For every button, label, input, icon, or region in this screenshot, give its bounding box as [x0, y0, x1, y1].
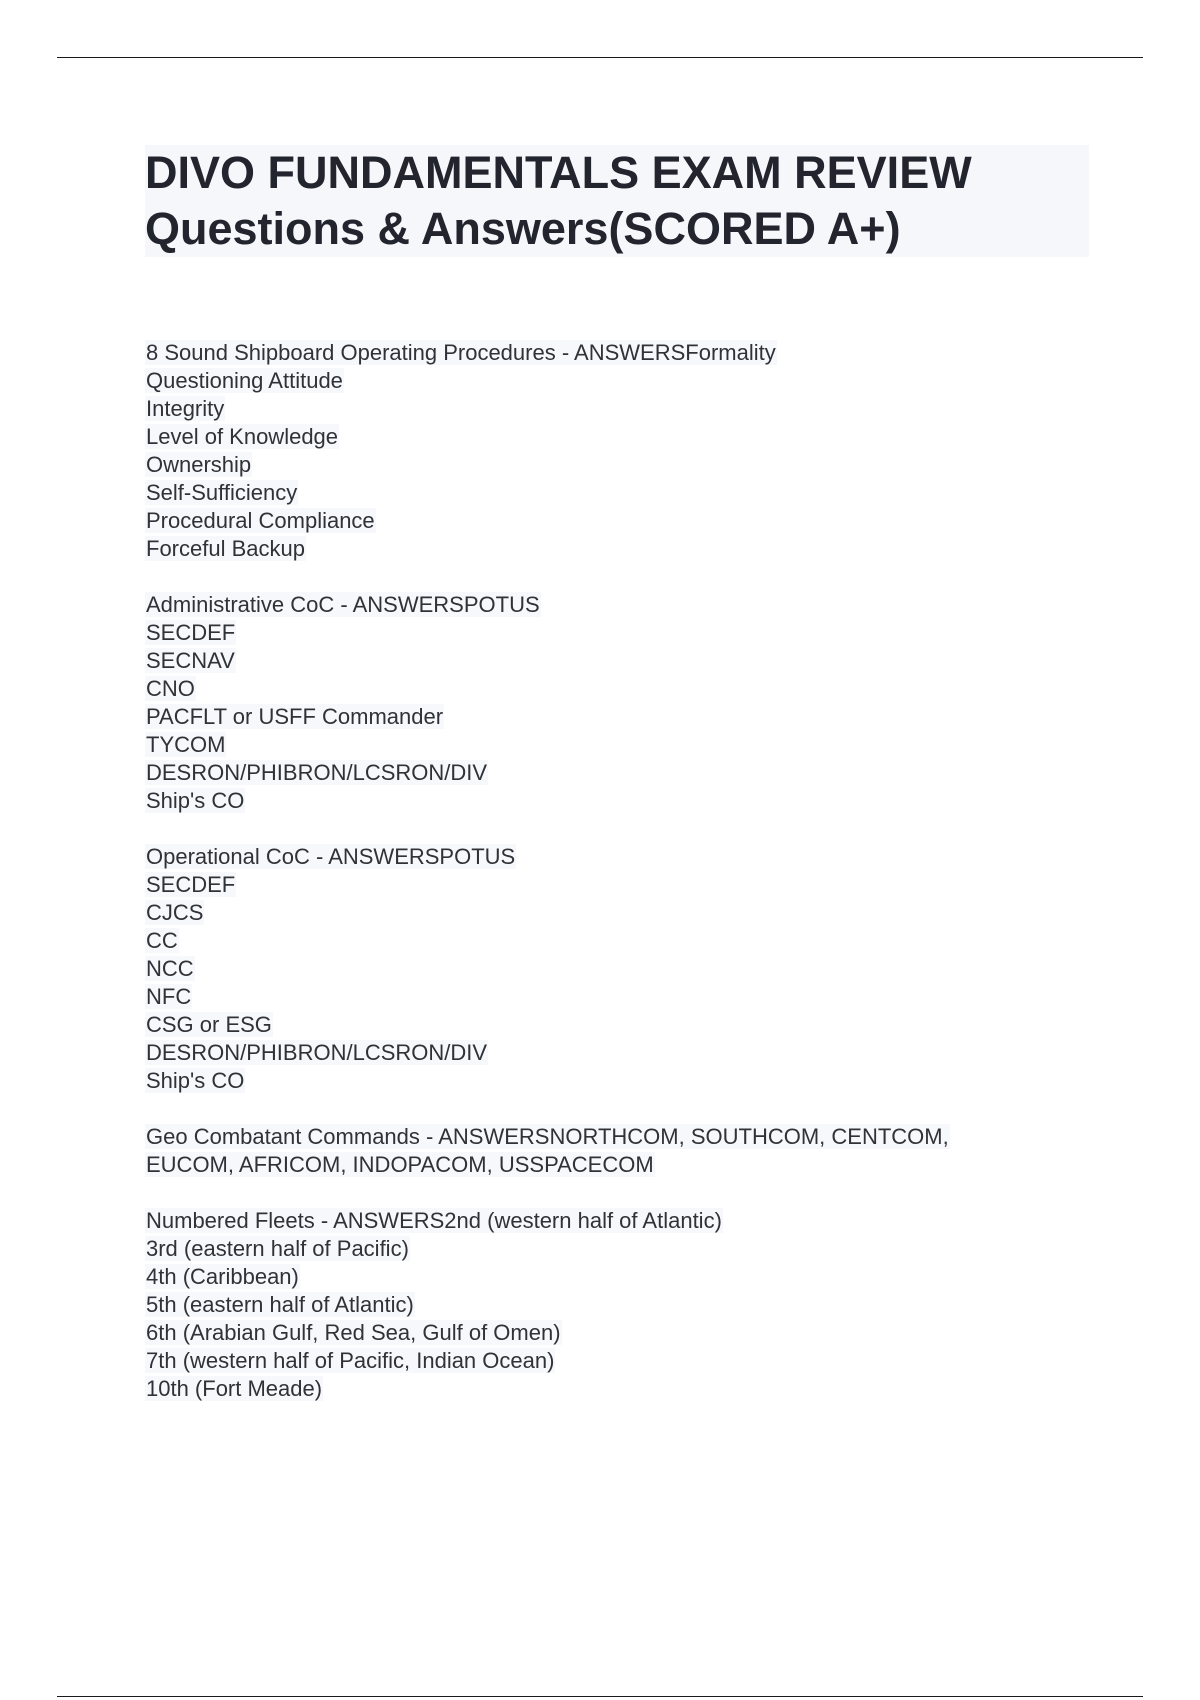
qa-line-text: Operational CoC - ANSWERSPOTUS	[146, 844, 516, 869]
qa-line-text: Geo Combatant Commands - ANSWERSNORTHCOM, SOUTHCOM, CENTCOM,	[146, 1124, 949, 1149]
qa-line	[145, 759, 1105, 787]
qa-line-text: Ownership	[146, 452, 252, 477]
qa-line	[145, 395, 1105, 423]
qa-line-text: Integrity	[146, 396, 225, 421]
bottom-divider	[57, 1696, 1143, 1697]
qa-line	[145, 1067, 1105, 1095]
qa-line-text: DESRON/PHIBRON/LCSRON/DIV	[146, 1040, 488, 1065]
qa-line	[145, 619, 1105, 647]
qa-line	[145, 451, 1105, 479]
qa-line	[145, 1319, 1105, 1347]
qa-line	[145, 591, 1105, 619]
qa-line-text: 5th (eastern half of Atlantic)	[146, 1292, 414, 1317]
qa-line-text: Questioning Attitude	[146, 368, 343, 393]
qa-line-text: Ship's CO	[146, 788, 245, 813]
qa-geo-combatant-commands	[145, 1123, 1105, 1179]
qa-numbered-fleets	[145, 1207, 1105, 1403]
qa-line-text: Numbered Fleets - ANSWERS2nd (western half of Atlantic)	[146, 1208, 722, 1233]
qa-line-text: Procedural Compliance	[146, 508, 375, 533]
qa-line-text: Administrative CoC - ANSWERSPOTUS	[146, 592, 540, 617]
qa-line	[145, 1235, 1105, 1263]
qa-line	[145, 339, 1105, 367]
qa-line-text: DESRON/PHIBRON/LCSRON/DIV	[146, 760, 488, 785]
qa-line-text: CC	[146, 928, 178, 953]
qa-line-text: Ship's CO	[146, 1068, 245, 1093]
qa-line	[145, 1291, 1105, 1319]
qa-line	[145, 367, 1105, 395]
qa-line	[145, 983, 1105, 1011]
qa-administrative-coc	[145, 591, 1105, 815]
qa-line-text: Forceful Backup	[146, 536, 305, 561]
qa-line-text: CNO	[146, 676, 195, 701]
qa-line	[145, 703, 1105, 731]
title-line-2: Questions & Answers(SCORED A+)	[145, 203, 901, 254]
qa-line-text: NFC	[146, 984, 192, 1009]
qa-line-text: SECDEF	[146, 872, 236, 897]
qa-line	[145, 1151, 1105, 1179]
qa-line-text: CSG or ESG	[146, 1012, 272, 1037]
qa-line-text: EUCOM, AFRICOM, INDOPACOM, USSPACECOM	[146, 1152, 654, 1177]
qa-line-text: PACFLT or USFF Commander	[146, 704, 444, 729]
qa-line	[145, 955, 1105, 983]
qa-line	[145, 843, 1105, 871]
qa-line	[145, 675, 1105, 703]
qa-sound-shipboard-procedures	[145, 339, 1105, 563]
qa-line-text: Level of Knowledge	[146, 424, 339, 449]
qa-line	[145, 423, 1105, 451]
qa-line	[145, 1263, 1105, 1291]
qa-line-text: CJCS	[146, 900, 204, 925]
qa-line-text: SECDEF	[146, 620, 236, 645]
qa-line-text: NCC	[146, 956, 194, 981]
document-body	[145, 339, 1105, 1431]
qa-line	[145, 927, 1105, 955]
qa-line	[145, 1375, 1105, 1403]
qa-line	[145, 871, 1105, 899]
qa-line-text: TYCOM	[146, 732, 226, 757]
qa-line	[145, 1347, 1105, 1375]
qa-line	[145, 899, 1105, 927]
qa-operational-coc	[145, 843, 1105, 1095]
qa-line	[145, 731, 1105, 759]
qa-line-text: SECNAV	[146, 648, 235, 673]
qa-line	[145, 787, 1105, 815]
qa-line-text: 10th (Fort Meade)	[146, 1376, 323, 1401]
qa-line	[145, 1123, 1105, 1151]
qa-line-text: 7th (western half of Pacific, Indian Ocean)	[146, 1348, 555, 1373]
title-line-1: DIVO FUNDAMENTALS EXAM REVIEW	[145, 147, 972, 198]
qa-line	[145, 647, 1105, 675]
qa-line	[145, 1039, 1105, 1067]
qa-line	[145, 1011, 1105, 1039]
qa-line-text: 4th (Caribbean)	[146, 1264, 299, 1289]
qa-line-text: 3rd (eastern half of Pacific)	[146, 1236, 409, 1261]
qa-line	[145, 507, 1105, 535]
qa-line-text: 8 Sound Shipboard Operating Procedures - ANSWERSFormality	[146, 340, 776, 365]
qa-line-text: 6th (Arabian Gulf, Red Sea, Gulf of Omen)	[146, 1320, 561, 1345]
document-title	[145, 145, 1089, 257]
top-divider	[57, 57, 1143, 58]
qa-line	[145, 479, 1105, 507]
qa-line-text: Self-Sufficiency	[146, 480, 298, 505]
qa-line	[145, 535, 1105, 563]
qa-line	[145, 1207, 1105, 1235]
